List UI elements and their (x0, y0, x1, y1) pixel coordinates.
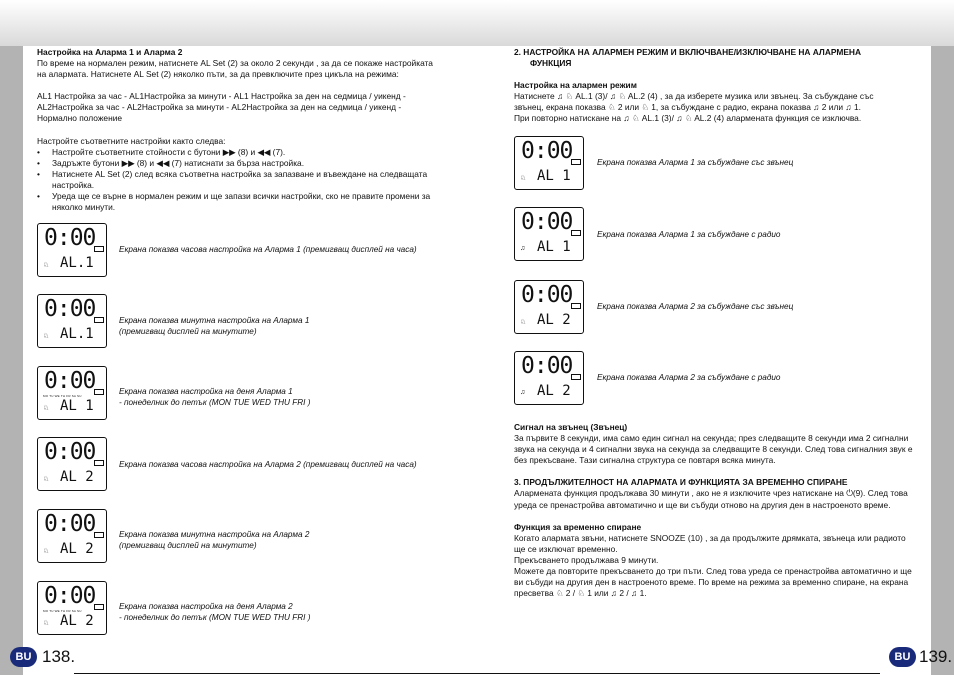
left-margin-bar (0, 46, 23, 675)
bell-icon: ♘ (43, 620, 50, 627)
lcd-display (37, 437, 107, 491)
lcd-time: 0:00 (44, 511, 96, 537)
pm-indicator (94, 389, 104, 395)
bell-icon: ♘ (520, 319, 527, 326)
list-item: • Задръжте бутони ▶▶ (8) и ◀◀ (7) натиснати за бърза настройка. (37, 158, 437, 169)
caption-line: Екрана показва настройка на деня Аларма 2 (119, 602, 293, 611)
list-item: • Уреда ще се върне в нормален режим и ще запази всички настройки, ско не правите промени за няколко минути. (37, 191, 437, 213)
list-item: • Настройте съответните стойности с бутони ▶▶ (8) и ◀◀ (7). (37, 147, 437, 158)
bell-icon: ♘ (520, 175, 527, 182)
pm-indicator (94, 317, 104, 323)
right-text-column-top (514, 47, 919, 125)
caption-line: - понеделник до петък (MON TUE WED THU FRI ) (119, 398, 311, 407)
lcd-alarm-label: AL 2 (60, 469, 94, 485)
snooze-line: Прекъсването продължава 9 минути. (514, 554, 659, 565)
display-caption (119, 529, 309, 551)
section2-heading: 2. НАСТРОЙКА НА АЛАРМЕН РЕЖИМ И ВКЛЮЧВАНЕ/ИЗКЛЮЧВАНЕ НА АЛАРМЕНА (514, 47, 861, 57)
lcd-alarm-label: AL 1 (60, 398, 94, 414)
language-badge: BU (889, 647, 916, 667)
right-margin-bar (931, 46, 954, 675)
music-note-icon: ♫ (520, 245, 526, 252)
section2-heading-cont: ФУНКЦИЯ (530, 58, 572, 69)
lcd-time: 0:00 (44, 583, 96, 609)
caption-line: (премигващ дисплей на минутите) (119, 327, 257, 336)
display-caption: Екрана показва Аларма 2 за събуждане със звънец (597, 302, 794, 311)
snooze-line: Можете да повторите прекъсването до три пъти. След това уреда се пренастройва автоматично и ще ви събуди на другия ден в настроеното време. По време на режима за временно спиране, на екрана пресветва ♘ 2 / ♘ 1 или ♫ 2 / ♫ 1. (514, 566, 912, 599)
bell-icon: ♘ (43, 405, 50, 412)
page-number: 138. (42, 647, 76, 666)
signal-heading: Сигнал на звънец (Звънец) (514, 422, 628, 432)
pm-indicator (94, 604, 104, 610)
bell-icon: ♘ (43, 476, 50, 483)
display-caption: Екрана показва Аларма 2 за събуждане с радио (597, 373, 781, 382)
caption-line: Екрана показва настройка на деня Аларма 1 (119, 387, 293, 396)
lcd-display (514, 351, 584, 405)
alarm-mode-line: Натиснете ♫ ♘ AL.1 (3)/ ♫ ♘ AL.2 (4) , за да изберете музика или звънец. За събуждане със (514, 91, 874, 102)
lcd-alarm-label: AL 2 (60, 613, 94, 629)
right-text-column-bottom (514, 422, 919, 599)
lcd-display (37, 509, 107, 563)
lcd-alarm-label: AL.1 (60, 326, 94, 342)
lcd-display (514, 207, 584, 261)
steps-list (37, 147, 437, 214)
lcd-alarm-label: AL.1 (60, 255, 94, 271)
section3-text: Алармената функция продължава 30 минути , ако не я изключите чрез натискане на ⏻(9). След това уреда се пренастройва автоматично и ще ви събуди отново на другия ден в настроеното време. (514, 488, 908, 510)
page-number: 139. (919, 647, 953, 666)
lcd-alarm-label: AL 1 (537, 239, 571, 255)
alarm-mode-heading: Настройка на алармен режим (514, 80, 637, 91)
lcd-time: 0:00 (521, 282, 573, 308)
lcd-time: 0:00 (521, 138, 573, 164)
section3-heading: 3. ПРОДЪЛЖИТЕЛНОСТ НА АЛАРМАТА И ФУНКЦИЯТА ЗА ВРЕМЕННО СПИРАНЕ (514, 477, 848, 488)
display-caption (119, 386, 310, 408)
display-caption: Екрана показва часова настройка на Аларма 1 (премигващ дисплей на часа) (119, 245, 417, 254)
display-caption: Екрана показва Аларма 1 за събуждане с радио (597, 230, 781, 239)
pm-indicator (571, 374, 581, 380)
caption-line: (премигващ дисплей на минутите) (119, 541, 257, 550)
alarm-mode-line: При повторно натискане на ♫ ♘ AL.1 (3)/ ♫ ♘ AL.2 (4) алармената функция се изключва. (514, 113, 862, 124)
display-caption: Екрана показва Аларма 1 за събуждане със звънец (597, 158, 794, 167)
lcd-display (514, 280, 584, 334)
pm-indicator (571, 230, 581, 236)
pm-indicator (571, 159, 581, 165)
display-caption: Екрана показва часова настройка на Аларма 2 (премигващ дисплей на часа) (119, 460, 417, 469)
alarm-setting-intro: По време на нормален режим, натиснете AL Set (2) за около 2 секунди , за да се покаже настройката на алармата. Натиснете AL Set (2) няколко пъти, за да превключите през цикъла на режима: (37, 58, 433, 80)
alarm-setting-heading: Настройка на Аларма 1 и Аларма 2 (37, 47, 183, 57)
signal-text: За първите 8 секунди, има само един сигнал на секунда; през следващите 8 секунди има 2 сигнални звука на секунда и 4 сигнални звука на секунда за следващите 8 секунди. След това сигналния звук е без прекъсване. Тази сигнална структура се повтаря всяка минута. (514, 433, 913, 466)
bell-icon: ♘ (43, 262, 50, 269)
display-caption (119, 601, 310, 623)
caption-line: - понеделник до петък (MON TUE WED THU FRI ) (119, 613, 311, 622)
pm-indicator (94, 246, 104, 252)
lcd-display (37, 581, 107, 635)
lcd-time: 0:00 (44, 296, 96, 322)
caption-line: Екрана показва минутна настройка на Аларма 2 (119, 530, 310, 539)
snooze-heading: Функция за временно спиране (514, 521, 642, 532)
lcd-time: 0:00 (521, 353, 573, 379)
lcd-time: 0:00 (44, 368, 96, 394)
lcd-display (37, 223, 107, 277)
bell-icon: ♘ (43, 548, 50, 555)
list-item: • Натиснете AL Set (2) след всяка съответна настройка за запазване и въвеждане на следващата настройка. (37, 169, 437, 191)
pm-indicator (94, 460, 104, 466)
footer-rule (74, 673, 880, 674)
music-note-icon: ♫ (520, 389, 526, 396)
lcd-alarm-label: AL 2 (537, 383, 571, 399)
left-text-column (37, 47, 437, 213)
steps-intro: Настройте съответните настройки както следва: (37, 135, 226, 146)
language-badge: BU (10, 647, 37, 667)
lcd-time: 0:00 (521, 209, 573, 235)
alarm-setting-cycle: AL1 Настройка за час - AL1Настройка за минути - AL1 Настройка за ден на седмица / уикенд - AL2Настройка за час - AL2Настройка за минути - AL2Настройка за ден на седмица / уикенд - Нормално положение (37, 91, 406, 124)
top-header-bar (0, 0, 954, 46)
lcd-time: 0:00 (44, 439, 96, 465)
alarm-mode-line: звънец, екрана показва ♘ 2 или ♘ 1, за събуждане с радио, екрана показва ♫ 2 или ♫ 1. (514, 102, 861, 113)
lcd-display (37, 294, 107, 348)
snooze-line: Когато алармата звъни, натиснете SNOOZE (10) , за да продължите дрямката, звънеца или радиото ще се изключат временно. (514, 532, 906, 554)
lcd-alarm-label: AL 2 (60, 541, 94, 557)
weekday-row: MO TU WE TH FR SA SU (43, 394, 82, 398)
weekday-row: MO TU WE TH FR SA SU (43, 609, 82, 613)
lcd-display (514, 136, 584, 190)
lcd-time: 0:00 (44, 225, 96, 251)
pm-indicator (94, 532, 104, 538)
display-caption (119, 315, 309, 337)
lcd-alarm-label: AL 1 (537, 168, 571, 184)
lcd-display (37, 366, 107, 420)
bell-icon: ♘ (43, 333, 50, 340)
pm-indicator (571, 303, 581, 309)
caption-line: Екрана показва минутна настройка на Аларма 1 (119, 316, 310, 325)
lcd-alarm-label: AL 2 (537, 312, 571, 328)
